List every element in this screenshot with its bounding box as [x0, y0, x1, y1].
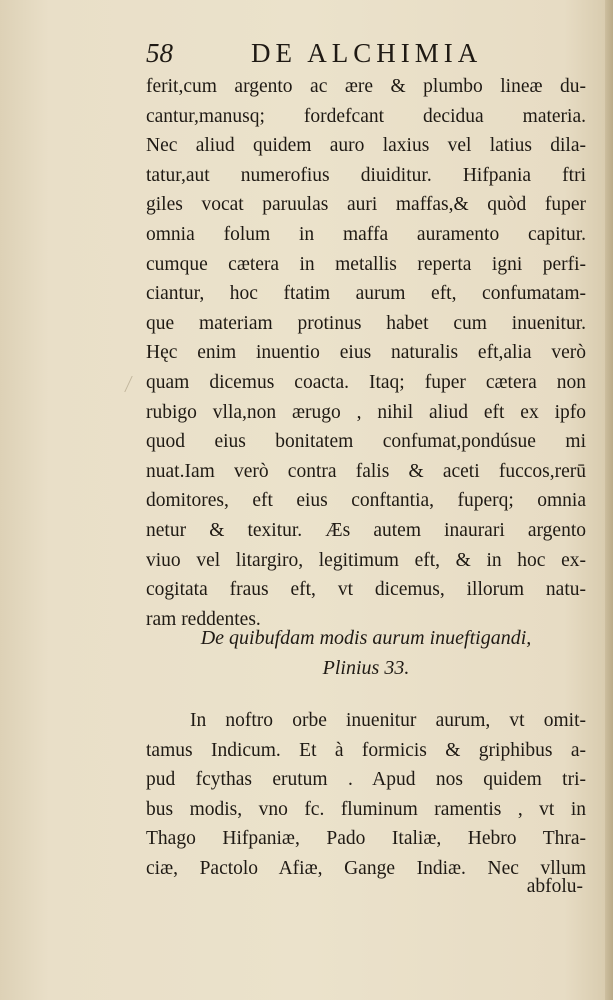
heading-source: Plinius 33. — [322, 657, 410, 679]
text-line: tatur,aut numerofius diuiditur. Hifpania ftri — [146, 164, 586, 186]
section-heading — [146, 623, 586, 683]
text-line: Thago Hifpaniæ, Pado Italiæ, Hebro Thra- — [146, 828, 586, 850]
text-line: netur & texitur. Æs autem inaurari argento — [146, 519, 586, 541]
text-line: giles vocat paruulas auri maffas,& quòd fuper — [146, 194, 586, 216]
text-line: quam dicemus coacta. Itaq; fuper cætera non — [146, 371, 586, 393]
heading-title: De quibufdam modis aurum inueftigandi, — [200, 627, 532, 649]
text-line: cantur,manusq; fordefcant decidua materia. — [146, 105, 586, 127]
text-line: In noftro orbe inuenitur aurum, vt omit- — [190, 710, 586, 731]
page-edge — [605, 0, 613, 1000]
text-line: ram reddentes. — [146, 608, 261, 630]
text-line: cogitata fraus eft, vt dicemus, illorum natu- — [146, 579, 586, 601]
page-number: 58 — [146, 38, 173, 68]
text-line: cumque cætera in metallis reperta igni perfi- — [146, 253, 586, 275]
paragraph-1 — [146, 72, 586, 634]
text-line: omnia folum in maffa auramento capitur. — [146, 223, 586, 245]
text-line: pud fcythas erutum . Apud nos quidem tri- — [146, 769, 586, 791]
text-line: ciæ, Pactolo Afiæ, Gange Indiæ. Nec vllum — [146, 857, 586, 879]
catchword: abfolu- — [526, 876, 583, 897]
text-line: que materiam protinus habet cum inuenitur. — [146, 312, 586, 334]
text-line: viuo vel litargiro, legitimum eft, & in hoc ex- — [146, 549, 586, 571]
running-title: DE ALCHIMIA — [251, 38, 483, 68]
text-line: tamus Indicum. Et à formicis & griphibus a- — [146, 739, 586, 761]
text-line: ferit,cum argento ac ære & plumbo lineæ du- — [146, 76, 586, 97]
text-line: Nec aliud quidem auro laxius vel latius dila- — [146, 135, 586, 157]
margin-mark — [124, 376, 142, 392]
text-line: domitores, eft eius conftantia, fuperq; omnia — [146, 490, 586, 512]
text-line: ciantur, hoc ftatim aurum eft, confumatam- — [146, 283, 586, 305]
text-line: Hęc enim inuentio eius naturalis eft,alia verò — [146, 342, 586, 364]
text-line: nuat.Iam verò contra falis & aceti fuccos,rerū — [146, 460, 586, 482]
text-line: quod eius bonitatem confumat,pondúsue mi — [146, 431, 586, 453]
text-line: rubigo vlla,non ærugo , nihil aliud eft ex ipfo — [146, 401, 586, 423]
text-line: bus modis, vno fc. fluminum ramentis , vt in — [146, 798, 586, 820]
page-header — [146, 38, 566, 72]
paragraph-2 — [146, 706, 586, 884]
